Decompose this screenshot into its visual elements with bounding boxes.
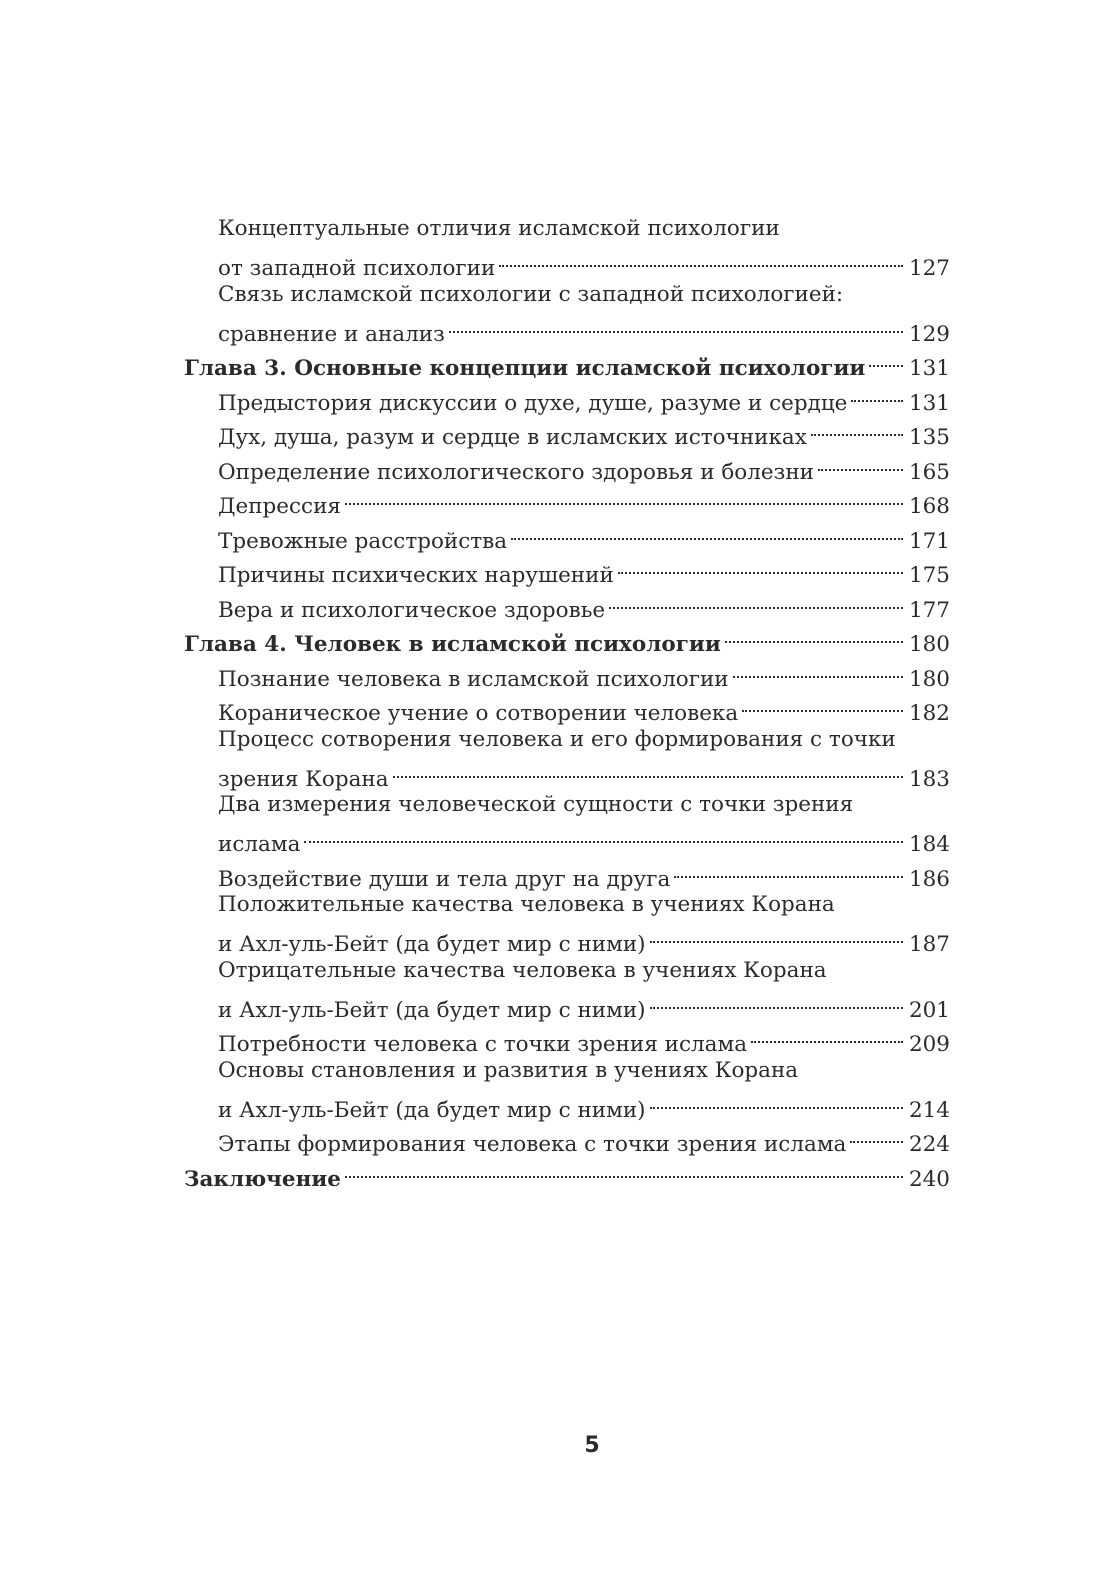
dot-leader — [811, 413, 903, 444]
toc-page-number: 168 — [908, 494, 950, 519]
toc-page-number: 165 — [908, 459, 950, 485]
toc-section-entry — [184, 889, 950, 957]
toc-page-number: 187 — [908, 932, 950, 957]
toc-entry-text: сравнение и анализ — [218, 321, 445, 347]
toc-entry-text: и Ахл-уль-Бейт (да будет мир с ними) — [218, 1097, 646, 1123]
toc-page-number: 127 — [908, 256, 950, 281]
dot-leader — [869, 344, 903, 375]
toc-entry-text: и Ахл-уль-Бейт (да будет мир с ними) — [218, 997, 646, 1023]
toc-line — [184, 789, 950, 820]
dot-leader — [650, 986, 903, 1017]
toc-page-number: 180 — [908, 666, 950, 692]
toc-page-number: 201 — [908, 997, 950, 1023]
toc-page-number: 184 — [908, 832, 950, 857]
toc-line — [184, 755, 950, 792]
toc-page-number: 175 — [908, 563, 950, 588]
toc-entry-text: Положительные качества человека в учениях Корана — [218, 892, 835, 917]
toc-page-number: 180 — [908, 632, 950, 657]
toc-section-entry — [184, 1055, 950, 1123]
toc-entry-text: от западной психологии — [218, 256, 496, 281]
toc-page-number: 182 — [908, 701, 950, 726]
toc-entry-text: и Ахл-уль-Бейт (да будет мир с ними) — [218, 932, 646, 957]
toc-section-entry — [184, 279, 950, 347]
dot-leader — [742, 689, 903, 720]
toc-line — [184, 920, 950, 957]
dot-leader — [393, 755, 903, 786]
toc-line — [184, 724, 950, 755]
dot-leader — [345, 1155, 903, 1186]
toc-entry-text: Определение психологического здоровья и болезни — [218, 459, 815, 485]
toc-entry-text: Концептуальные отличия исламской психологии — [218, 216, 780, 241]
dot-leader — [345, 482, 903, 513]
toc-entry-text: Два измерения человеческой сущности с точки зрения — [218, 792, 854, 817]
toc-entry-text: Причины психических нарушений — [218, 563, 614, 588]
toc-entry-text: Потребности человека с точки зрения ислама — [218, 1032, 748, 1057]
dot-leader — [650, 920, 903, 951]
toc-section-entry — [184, 724, 950, 792]
toc-entry-text: Предыстория дискуссии о духе, душе, разуме и сердце — [218, 390, 848, 416]
toc-line — [184, 820, 950, 857]
toc-entry-text: Познание человека в исламской психологии — [218, 666, 729, 692]
toc-entry-text: Отрицательные качества человека в учениях Корана — [218, 957, 827, 983]
toc-entry-text: Тревожные расстройства — [218, 528, 508, 554]
toc-line — [184, 244, 950, 281]
toc-entry-text: Воздействие души и тела друг на друга — [218, 866, 671, 892]
dot-leader — [511, 517, 903, 548]
dot-leader — [650, 1086, 903, 1117]
dot-leader — [751, 1020, 903, 1051]
toc-line — [184, 1086, 950, 1123]
toc-line — [184, 986, 950, 1023]
dot-leader — [304, 820, 903, 851]
toc-entry-text: зрения Корана — [218, 766, 389, 792]
dot-leader — [850, 1120, 903, 1151]
toc-entry-text: Вера и психологическое здоровье — [218, 597, 606, 623]
toc-line — [184, 279, 950, 310]
toc-entry-text: Кораническое учение о сотворении человека — [218, 701, 739, 726]
toc-page-number: 171 — [908, 528, 950, 554]
toc-page-number: 214 — [908, 1097, 950, 1123]
dot-leader — [449, 310, 903, 341]
toc-entry-text: Заключение — [184, 1166, 341, 1192]
toc-page-number: 240 — [908, 1166, 950, 1192]
toc-page-number: 183 — [908, 766, 950, 792]
toc-line — [184, 889, 950, 920]
toc-page-number: 131 — [908, 356, 950, 381]
toc-entry-text: Процесс сотворения человека и его формирования с точки — [218, 726, 896, 752]
dot-leader — [609, 586, 903, 617]
dot-leader — [618, 551, 903, 582]
toc-line — [184, 213, 950, 244]
dot-leader — [725, 620, 903, 651]
page-number: 5 — [584, 1433, 600, 1458]
toc-line — [184, 310, 950, 347]
toc-page-number: 186 — [908, 866, 950, 892]
dot-leader — [674, 855, 903, 886]
dot-leader — [733, 655, 903, 686]
toc-entry-text: ислама — [218, 832, 301, 857]
dot-leader — [851, 379, 903, 410]
toc-entry-text: Основы становления и развития в учениях Корана — [218, 1057, 799, 1083]
toc-entry-text: Дух, душа, разум и сердце в исламских источниках — [218, 425, 807, 450]
toc-page-number: 209 — [908, 1032, 950, 1057]
toc-line — [184, 955, 950, 986]
toc-page-number: 129 — [908, 321, 950, 347]
table-of-contents — [184, 213, 950, 1192]
toc-entry-text: Этапы формирования человека с точки зрения ислама — [218, 1132, 847, 1157]
dot-leader — [499, 244, 903, 275]
toc-page-number: 135 — [908, 425, 950, 450]
toc-section-entry — [184, 955, 950, 1023]
toc-section-entry — [184, 213, 950, 281]
toc-entry-text: Глава 4. Человек в исламской психологии — [184, 632, 721, 657]
toc-page-number: 131 — [908, 390, 950, 416]
toc-page-number: 177 — [908, 597, 950, 623]
toc-line — [184, 1055, 950, 1086]
toc-entry-text: Связь исламской психологии с западной психологией: — [218, 281, 844, 307]
toc-entry-text: Депрессия — [218, 494, 341, 519]
dot-leader — [818, 448, 903, 479]
toc-section-entry — [184, 789, 950, 857]
toc-page-number: 224 — [908, 1132, 950, 1157]
toc-entry-text: Глава 3. Основные концепции исламской психологии — [184, 356, 866, 381]
